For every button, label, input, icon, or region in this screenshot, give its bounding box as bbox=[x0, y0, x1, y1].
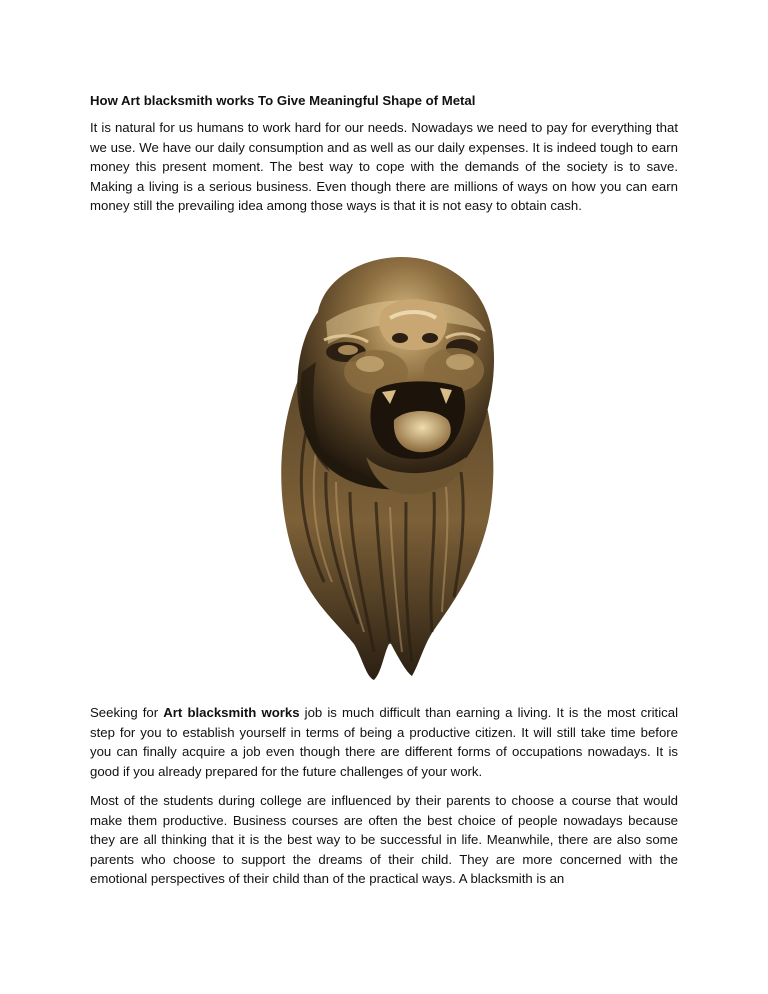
paragraph-intro: It is natural for us humans to work hard for our needs. Nowadays we need to pay for everything that we use. We have our daily consumption and as well as our daily expenses. It is indeed tough to earn money this present moment. The best way to cope with the demands of the society is to save. Making a living is a serious business. Even though there are millions of ways on how you can earn money still the prevailing idea among those ways is that it is not easy to obtain cash. bbox=[90, 120, 678, 213]
paragraph-seeking-prefix: Seeking for bbox=[90, 705, 164, 720]
keyword-link-art-blacksmith-works: Art blacksmith works bbox=[163, 705, 300, 720]
intro-section bbox=[90, 92, 678, 216]
lion-head-sculpture-icon bbox=[266, 252, 502, 684]
document-title: How Art blacksmith works To Give Meaningful Shape of Metal bbox=[90, 93, 476, 108]
lion-head-sculpture-image bbox=[266, 252, 502, 684]
paragraph-seeking-suffix: job is much difficult than earning a living. It is the most critical step for you to establish yourself in terms of being a productive citizen. It will still take time before you can finally acquire a job even though there are different forms of occupations nowadays. It is good if you already prepared for the future challenges of your work. bbox=[90, 705, 678, 779]
section-seeking bbox=[90, 703, 678, 889]
paragraph-students: Most of the students during college are influenced by their parents to choose a course that would make them productive. Business courses are often the best choice of people nowadays because they are all thinking that it is the best way to be successful in life. Meanwhile, there are also some parents who choose to support the dreams of their child. They are more concerned with the emotional perspectives of their child than of the practical ways. A blacksmith is an bbox=[90, 793, 678, 886]
paragraph-seeking bbox=[90, 703, 678, 781]
